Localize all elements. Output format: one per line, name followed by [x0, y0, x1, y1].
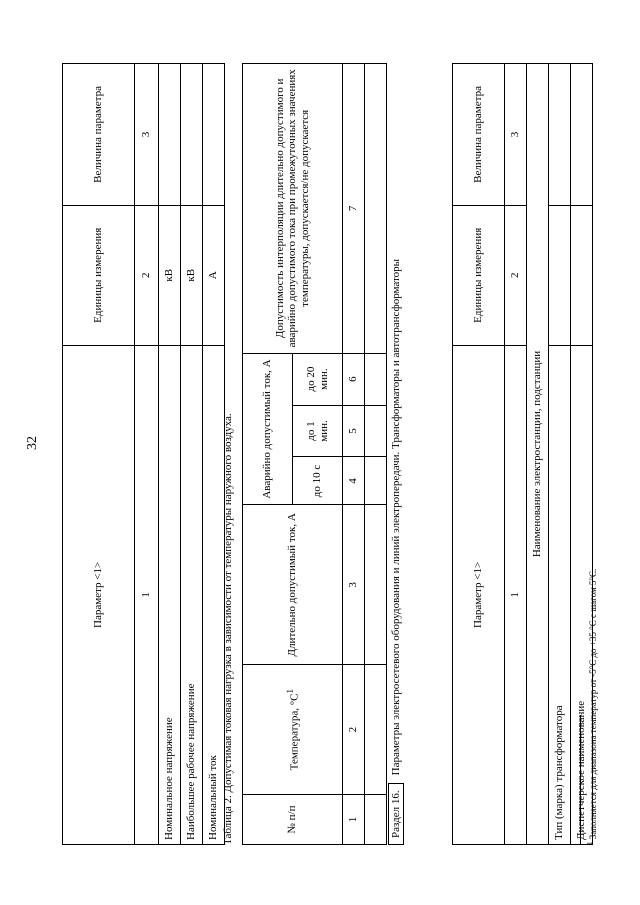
parameters-table: [62, 63, 225, 845]
header-continuous-current: Длительно допустимый ток, А: [243, 505, 343, 665]
col-number: 5: [343, 405, 365, 457]
unit-cell: кВ: [181, 205, 203, 345]
table-row: [181, 64, 203, 845]
col-number: 1: [343, 795, 365, 845]
col-number: 4: [343, 457, 365, 505]
transformer-table: [452, 63, 593, 845]
col-number: 1: [505, 345, 527, 844]
rotated-document: [60, 40, 620, 865]
page-number: 32: [25, 436, 40, 450]
col-number: 2: [505, 205, 527, 345]
header-value: Величина параметра: [63, 64, 135, 206]
footnote: [586, 569, 598, 845]
table-row: [527, 64, 549, 845]
param-cell: Номинальный ток: [203, 345, 225, 844]
header-interpolation: Допустимость интерполяции длительно допустимого и аварийно допустимого тока при промежуточных значениях температуры, допускается/не допускается: [243, 64, 343, 354]
table2-caption: Таблица 2. Допустимая токовая нагрузка в зависимости от температуры наружного воздуха.: [222, 413, 234, 845]
section-heading: [388, 259, 404, 845]
footnote-text: Заполняется для диапазона температур от -5°С до +35 °С с шагом 5°С.: [588, 568, 598, 840]
value-cell: [549, 64, 571, 206]
col-number: 6: [343, 353, 365, 405]
param-cell: Наибольшее рабочее напряжение: [181, 345, 203, 844]
unit-cell: [571, 205, 593, 345]
header-1min: до 1 мин.: [293, 405, 343, 457]
station-name-row: Наименование электростанции, подстанции: [527, 64, 549, 845]
value-cell: [181, 64, 203, 206]
col-number: 3: [343, 505, 365, 665]
footnote-mark: 1: [586, 841, 594, 845]
table-row: [549, 64, 571, 845]
footnote-divider: [580, 715, 581, 845]
header-units: Единицы измерения: [453, 205, 505, 345]
header-emergency-current: Аварийно допустимый ток, А: [243, 353, 293, 505]
value-cell: [571, 64, 593, 206]
param-cell: Диспетчерское наименование: [571, 345, 593, 844]
col-number: 1: [135, 345, 159, 844]
value-cell: [159, 64, 181, 206]
unit-cell: А: [203, 205, 225, 345]
col-number: 2: [135, 205, 159, 345]
col-number: 3: [135, 64, 159, 206]
unit-cell: кВ: [159, 205, 181, 345]
section-label: Раздел 16.: [388, 783, 404, 845]
header-num: № п/п: [243, 795, 343, 845]
header-value: Величина параметра: [453, 64, 505, 206]
col-number: 2: [343, 665, 365, 795]
header-temperature: Температура, $^\circ С^1$: [243, 665, 343, 795]
header-20min: до 20 мин.: [293, 353, 343, 405]
col-number: 3: [505, 64, 527, 206]
current-load-table: [242, 63, 387, 845]
table-row: [365, 64, 387, 845]
param-cell: Номинальное напряжение: [159, 345, 181, 844]
header-parameter: Параметр <1>: [453, 345, 505, 844]
param-cell: Тип (марка) трансформатора: [549, 345, 571, 844]
header-10s: до 10 с: [293, 457, 343, 505]
unit-cell: [549, 205, 571, 345]
header-units: Единицы измерения: [63, 205, 135, 345]
footnote-ref: 1: [284, 688, 295, 694]
section-title: Параметры электросетевого оборудования и линий электропередачи. Трансформаторы и автотрансформаторы: [390, 258, 402, 776]
table-row: [159, 64, 181, 845]
value-cell: [203, 64, 225, 206]
header-parameter: Параметр <1>: [63, 345, 135, 844]
col-number: 7: [343, 64, 365, 354]
